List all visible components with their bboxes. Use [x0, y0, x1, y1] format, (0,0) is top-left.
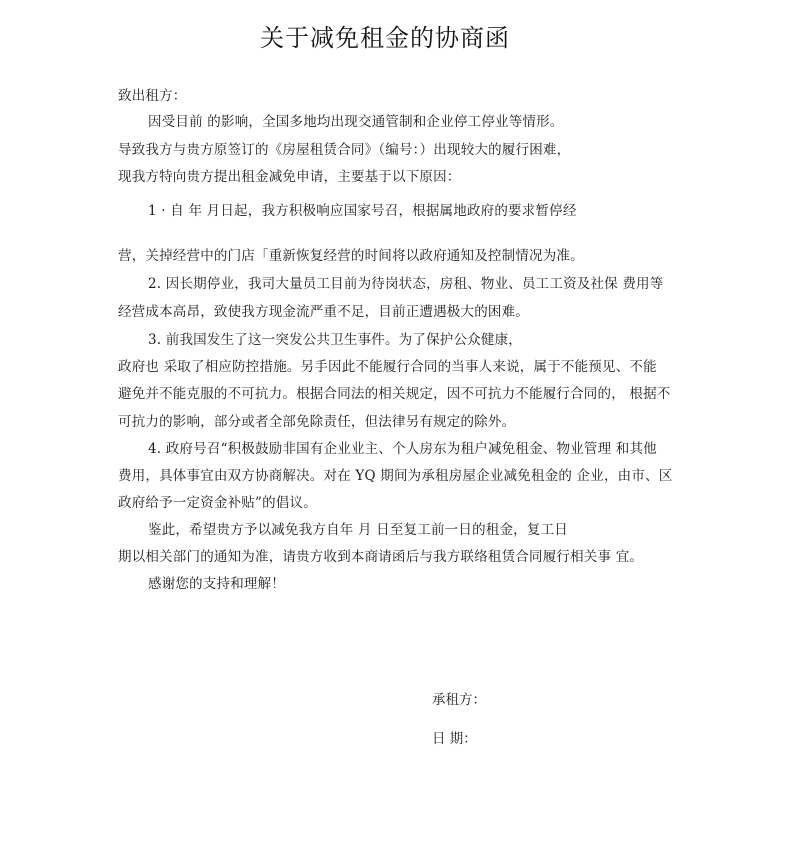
reason-1-line: 1 · 自 年 月日起，我方积极响应国家号召，根据属地政府的要求暂停经	[148, 203, 577, 219]
salutation: 致出租方：	[118, 88, 187, 104]
body-line: 因受目前 的影响，全国多地均出现交通管制和企业停工停业等情形。	[148, 114, 564, 130]
reason-2-line: 经营成本高昂，致使我方现金流严重不足，目前正遭遇极大的困难。	[118, 304, 529, 320]
reason-2-line: 2. 因长期停业，我司大量员工目前为待岗状态，房租、物业、员工工资及社保 费用等	[148, 276, 664, 292]
document-title: 关于减免租金的协商函	[260, 24, 510, 52]
reason-3-line: 政府也 采取了相应防控措施。另手因此不能履行合同的当事人来说，属于不能预见、不能	[118, 359, 657, 375]
body-line: 现我方特向贵方提出租金减免申请，主要基于以下原因：	[118, 169, 461, 185]
request-line: 期以相关部门的通知为准，请贵方收到本商请函后与我方联络租赁合同履行相关事 宜。	[118, 549, 644, 565]
reason-4-line: 政府给予一定资金补贴”的倡议。	[118, 495, 317, 511]
lessee-signature-label: 承租方：	[432, 692, 486, 708]
request-line: 鉴此，希望贵方予以减免我方自年 月 日至复工前一日的租金，复工日	[148, 522, 568, 538]
reason-1-line: 营，关掉经营中的门店「重新恢复经营的时间将以政府通知及控制情况为准。	[118, 248, 584, 264]
thanks-line: 感谢您的支持和理解！	[148, 576, 285, 592]
reason-3-line: 3. 前我国发生了这一突发公共卫生事件。为了保护公众健康，	[148, 332, 522, 348]
reason-4-line: 4. 政府号召“积极鼓励非国有企业业主、个人房东为租户减免租金、物业管理 和其他	[148, 441, 657, 457]
reason-3-line: 可抗力的影响，部分或者全部免除责任，但法律另有规定的除外。	[118, 414, 516, 430]
reason-4-line: 费用，具体事宜由双方协商解决。对在 YQ 期间为承租房屋企业减免租金的 企业，由市、区	[118, 468, 673, 484]
body-line: 导致我方与贵方原签订的《房屋租赁合同》（编号：）出现较大的履行困难，	[118, 142, 571, 158]
date-label: 日 期：	[432, 731, 477, 747]
reason-3-line: 避免并不能克服的不可抗力。根据合同法的相关规定，因不可抗力不能履行合同的， 根据不	[118, 386, 671, 402]
